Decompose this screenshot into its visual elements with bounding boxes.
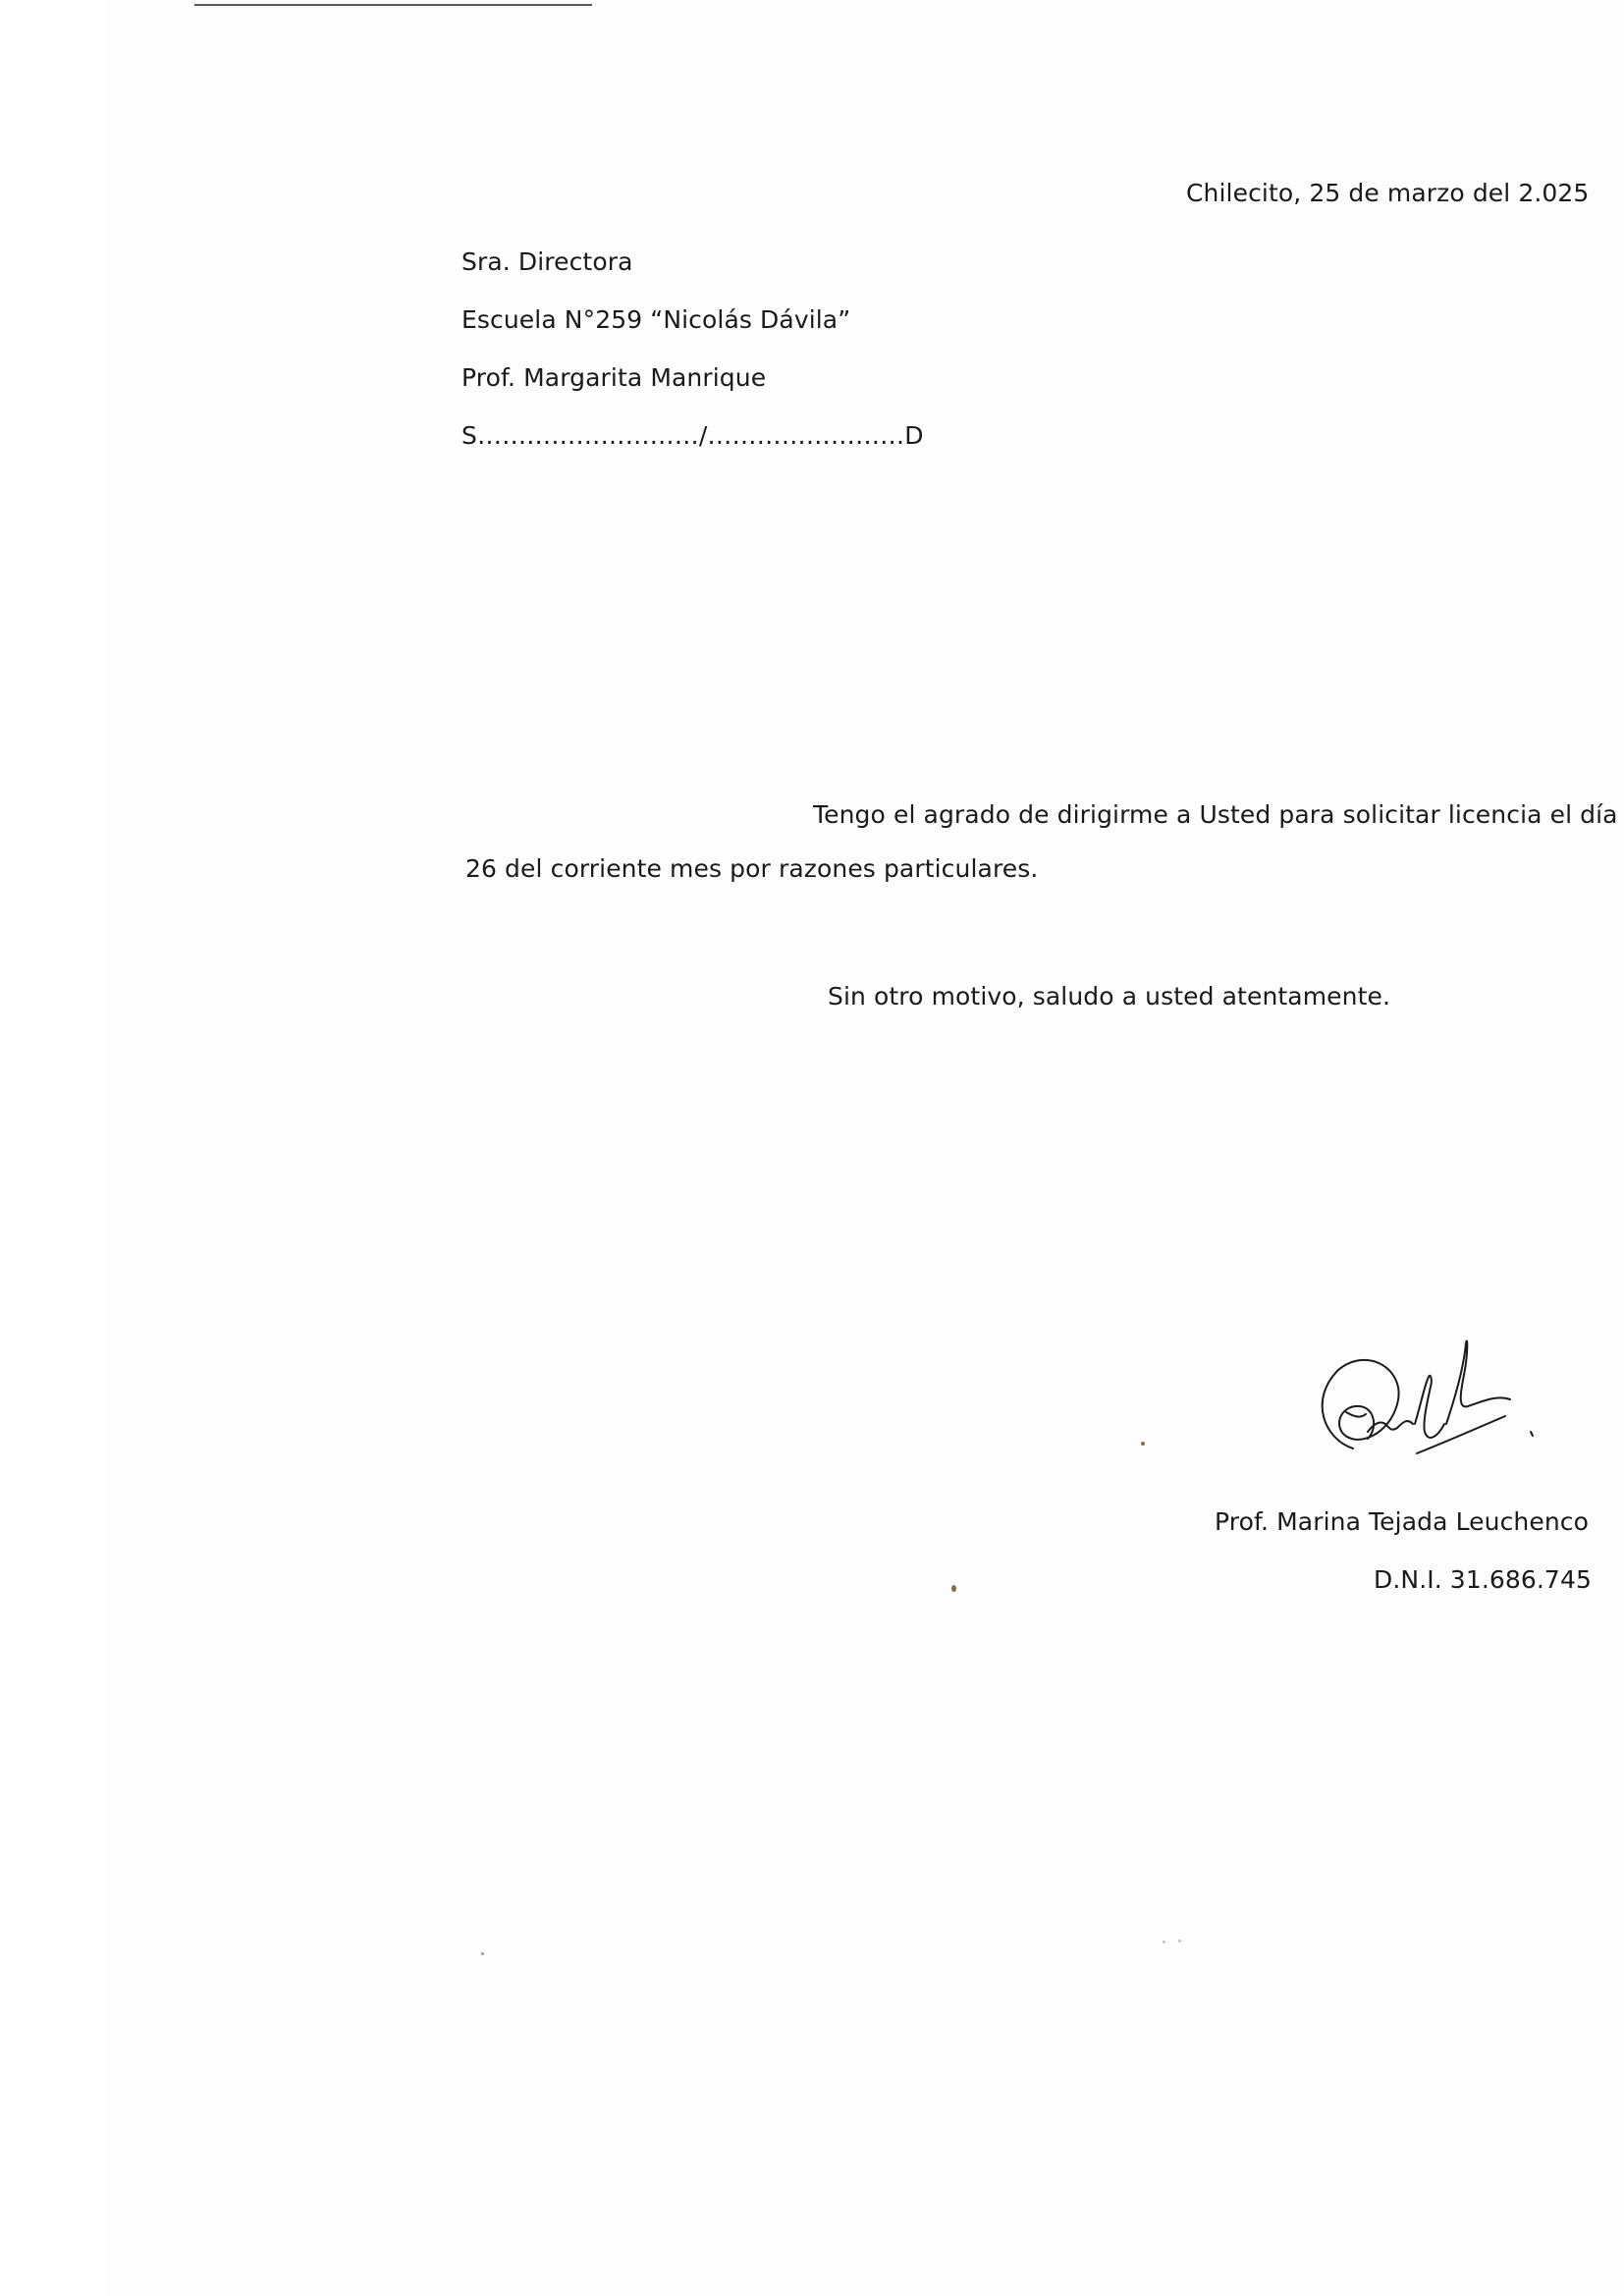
closing-line: Sin otro motivo, saludo a usted atentamente. xyxy=(828,982,1391,1011)
top-rule xyxy=(194,4,592,6)
date-line: Chilecito, 25 de marzo del 2.025 xyxy=(1186,179,1590,207)
scan-speck xyxy=(481,1952,484,1955)
scan-margin xyxy=(0,0,106,2296)
scan-speck xyxy=(951,1585,956,1592)
scan-speck xyxy=(1178,1940,1181,1942)
body-line-1: Tengo el agrado de dirigirme a Usted para solicitar licencia el día xyxy=(813,800,1618,829)
recipient-school: Escuela N°259 “Nicolás Dávila” xyxy=(461,305,851,334)
signer-name: Prof. Marina Tejada Leuchenco xyxy=(1215,1507,1590,1536)
signer-dni: D.N.I. 31.686.745 xyxy=(1374,1565,1592,1594)
recipient-name: Prof. Margarita Manrique xyxy=(461,363,767,392)
scan-speck xyxy=(1163,1941,1165,1943)
body-line-2: 26 del corriente mes por razones particulares. xyxy=(465,854,1039,883)
scan-speck xyxy=(1141,1442,1145,1446)
handwritten-signature xyxy=(1299,1326,1564,1493)
recipient-sd-line: S………………………/……………………D xyxy=(461,421,924,450)
recipient-title: Sra. Directora xyxy=(461,247,633,276)
letter-page xyxy=(106,0,1624,2296)
